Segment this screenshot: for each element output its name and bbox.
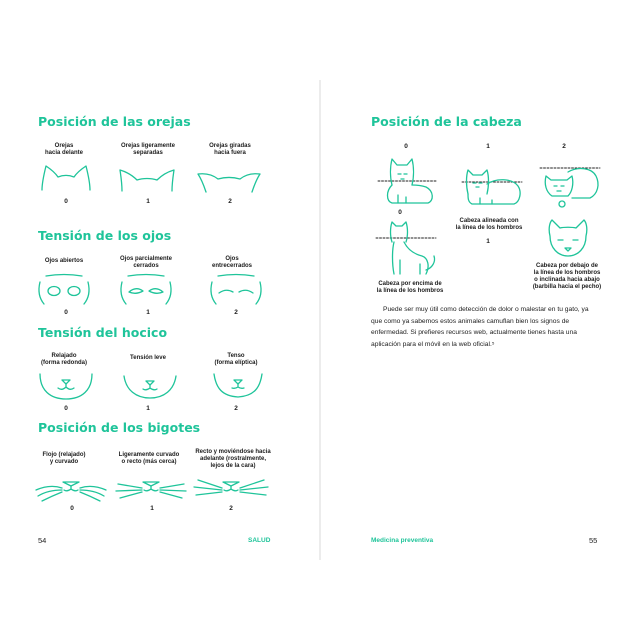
- muzzle-label-1: Tensión leve: [130, 355, 166, 361]
- whisker-score-0: 0: [70, 505, 74, 512]
- cat-crouched-head-aligned-icon: [460, 160, 526, 208]
- ears-section-title: Posición de las orejas: [38, 114, 191, 129]
- head-score-top-1: 1: [486, 143, 490, 150]
- whisker-label-0: Flojo (relajado) y curvado: [42, 452, 86, 465]
- caption-head-aligned: Cabeza alineada con la línea de los hombros: [455, 218, 523, 231]
- muzzle-score-0: 0: [64, 405, 68, 412]
- caption-head-above: Cabeza por encima de la línea de los hombros: [376, 281, 444, 294]
- ears-slightly-apart-icon: [118, 165, 178, 193]
- cat-standing-head-up-icon: [374, 220, 440, 278]
- body-paragraph: Puede ser muy útil como detección de dolor o malestar en tu gato, ya que como ya sabemos estos animales camuflan bien los signos de enfermedad. Si prefieres recursos web, actualmente tienes hasta una aplicación para el móvil en la web oficial.⁵: [371, 306, 589, 348]
- whiskers-slightly-curved-icon: [114, 476, 188, 502]
- whisker-label-2: Recto y moviéndose hacia adelante (rostralmente, lejos de la cara): [195, 449, 271, 469]
- page-number-left: 54: [38, 536, 47, 545]
- head-score-mid-0: 0: [398, 209, 402, 216]
- caption-head-below: Cabeza por debajo de la línea de los hombros o inclinada hacia abajo (barbilla hacia el pecho): [532, 263, 602, 290]
- head-score-top-2: 2: [562, 143, 566, 150]
- page-number-right: 55: [589, 536, 598, 545]
- ear-score-0: 0: [64, 198, 68, 205]
- ears-turned-out-icon: [196, 168, 264, 194]
- eye-score-2: 2: [234, 309, 238, 316]
- eye-label-1: Ojos parcialmente cerrados: [119, 256, 173, 269]
- muzzle-section-title: Tensión del hocico: [38, 325, 168, 340]
- running-head-right: Medicina preventiva: [371, 537, 434, 544]
- ear-score-2: 2: [228, 198, 232, 205]
- ear-score-1: 1: [146, 198, 150, 205]
- muzzle-score-1: 1: [146, 405, 150, 412]
- eyes-open-icon: [36, 274, 92, 306]
- eye-score-1: 1: [146, 309, 150, 316]
- muzzle-relaxed-icon: [36, 372, 96, 402]
- eyes-partially-closed-icon: [118, 274, 174, 306]
- whiskers-forward-icon: [192, 476, 270, 502]
- cat-crouched-head-down-icon: [538, 158, 604, 210]
- ear-label-0: Orejas hacia delante: [44, 143, 83, 156]
- whisker-score-2: 2: [229, 505, 233, 512]
- cat-head-tilted-down-icon: [544, 218, 592, 258]
- eye-label-0: Ojos abiertos: [44, 258, 84, 264]
- muzzle-label-0: Relajado (forma redonda): [40, 353, 87, 366]
- whisker-label-1: Ligeramente curvado o recto (más cerca): [118, 452, 180, 465]
- cat-crouched-head-up-icon: [376, 155, 438, 211]
- muzzle-slight-tension-icon: [120, 374, 180, 400]
- whiskers-section-title: Posición de los bigotes: [38, 420, 201, 435]
- muzzle-tense-icon: [208, 372, 268, 400]
- eye-score-0: 0: [64, 309, 68, 316]
- eyes-section-title: Tensión de los ojos: [38, 228, 172, 243]
- ear-label-2: Orejas giradas hacia fuera: [209, 143, 251, 156]
- head-score-top-0: 0: [404, 143, 408, 150]
- ear-label-1: Orejas ligeramente separadas: [120, 143, 176, 156]
- whiskers-relaxed-icon: [34, 476, 108, 502]
- head-section-title: Posición de la cabeza: [371, 114, 522, 129]
- running-head-left: SALUD: [248, 537, 271, 544]
- head-score-mid-1: 1: [486, 238, 490, 245]
- ears-forward-icon: [38, 162, 94, 192]
- eye-label-2: Ojos entrecerrados: [211, 256, 253, 269]
- eyes-squinted-icon: [208, 274, 264, 306]
- muzzle-score-2: 2: [234, 405, 238, 412]
- muzzle-label-2: Tenso (forma elíptica): [214, 353, 258, 366]
- whisker-score-1: 1: [150, 505, 154, 512]
- book-gutter: [319, 80, 321, 560]
